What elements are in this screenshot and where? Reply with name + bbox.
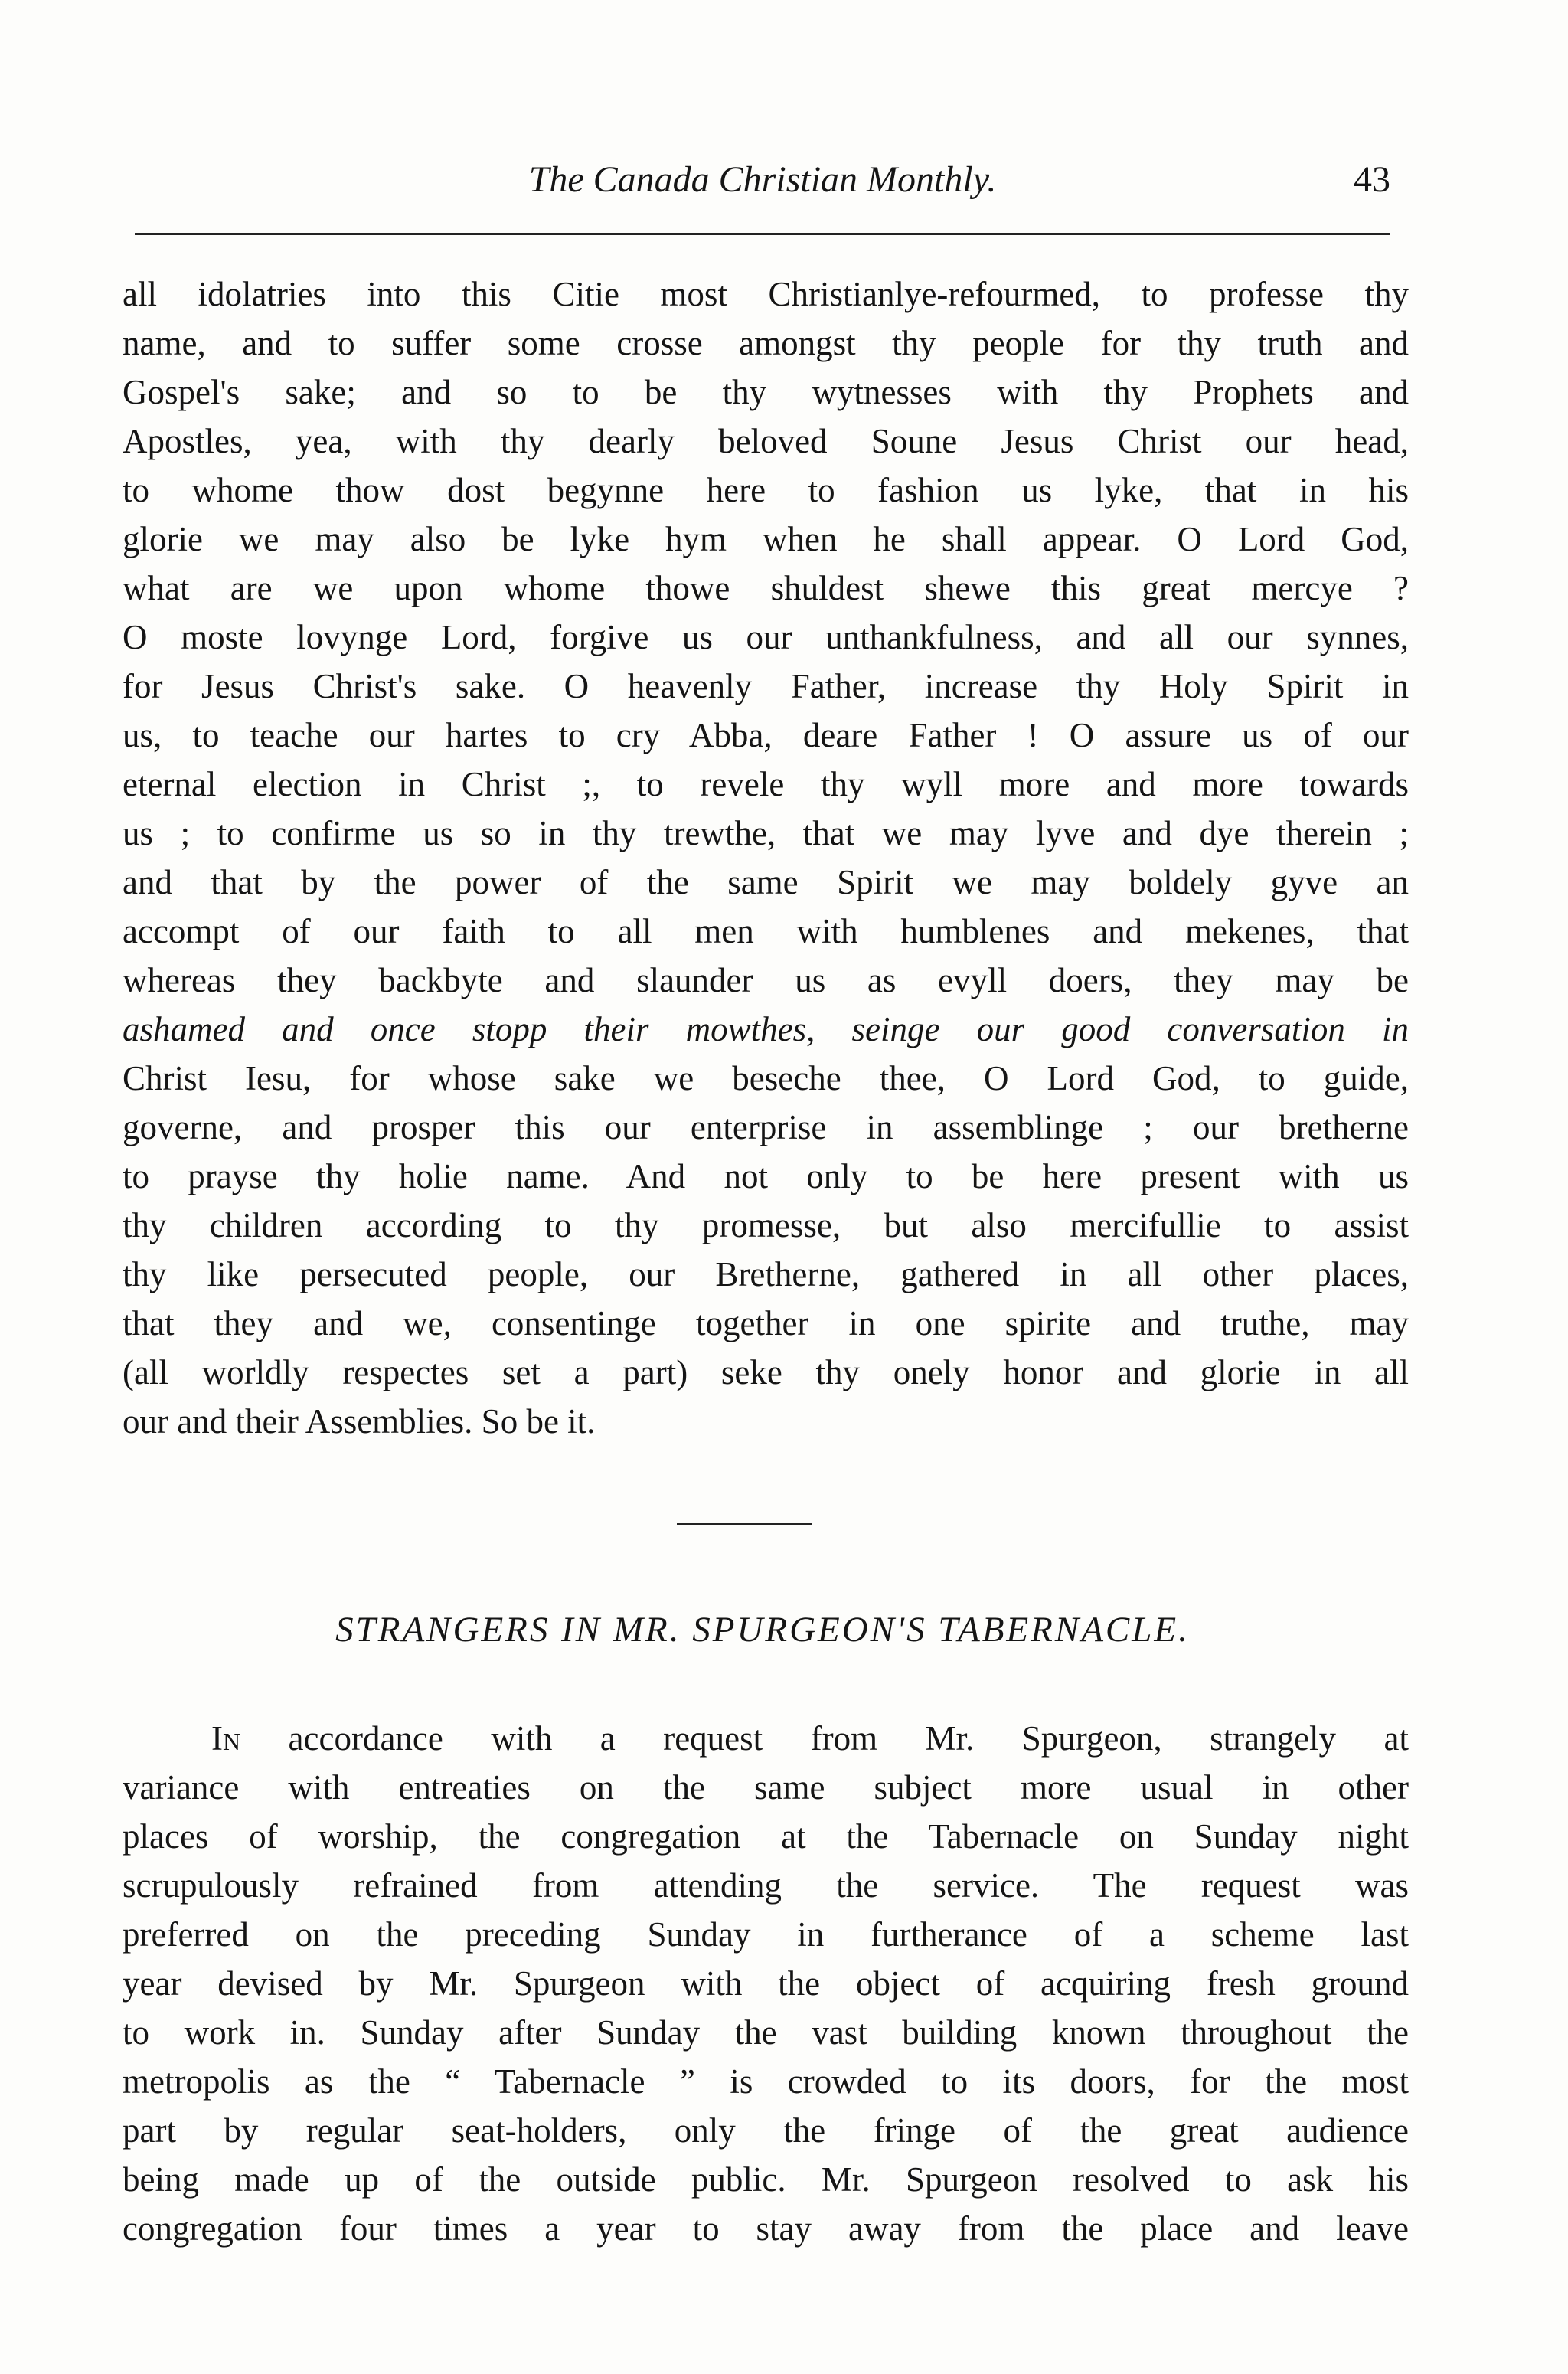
running-title: The Canada Christian Monthly. [528, 159, 997, 200]
text-line: congregation four times a year to stay away from the place and leave [122, 2209, 1409, 2248]
text-line: thy children according to thy promesse, but also mercifullie to assist [122, 1206, 1409, 1244]
first-line-text: accordance with a request from Mr. Spurgeon, strangely at [240, 1719, 1409, 1758]
text-line: to prayse thy holie name. And not only to be here present with us [122, 1157, 1409, 1195]
text-line: name, and to suffer some crosse amongst thy people for thy truth and [122, 324, 1409, 362]
text-line: accompt of our faith to all men with humblenes and mekenes, that [122, 912, 1409, 950]
text-line: places of worship, the congregation at the Tabernacle on Sunday night [122, 1817, 1409, 1856]
text-line: eternal election in Christ ;, to revele thy wyll more and more towards [122, 765, 1409, 803]
text-line: part by regular seat-holders, only the fringe of the great audience [122, 2111, 1409, 2150]
italic-text-line: ashamed and once stopp their mowthes, seinge our good conversation in [122, 1010, 1409, 1048]
text-line: Christ Iesu, for whose sake we beseche thee, O Lord God, to guide, [122, 1059, 1409, 1097]
text-line: metropolis as the “ Tabernacle ” is crowded to its doors, for the most [122, 2062, 1409, 2101]
text-line: and that by the power of the same Spirit we may boldely gyve an [122, 863, 1409, 901]
text-line: governe, and prosper this our enterprise in assemblinge ; our bretherne [122, 1108, 1409, 1146]
text-line: scrupulously refrained from attending the service. The request was [122, 1866, 1409, 1905]
text-line: what are we upon whome thowe shuldest shewe this great mercye ? [122, 569, 1409, 607]
text-line [122, 1714, 1409, 1763]
text-line: all idolatries into this Citie most Christianlye-refourmed, to professe thy [122, 275, 1409, 313]
text-line: to work in. Sunday after Sunday the vast building known throughout the [122, 2013, 1409, 2052]
text-line: that they and we, consentinge together in one spirite and truthe, may [122, 1304, 1409, 1342]
text-line: variance with entreaties on the same subject more usual in other [122, 1768, 1409, 1807]
text-line: year devised by Mr. Spurgeon with the object of acquiring fresh ground [122, 1964, 1409, 2003]
text-line: glorie we may also be lyke hym when he shall appear. O Lord God, [122, 520, 1409, 558]
text-line: for Jesus Christ's sake. O heavenly Father, increase thy Holy Spirit in [122, 667, 1409, 705]
page-number: 43 [1354, 159, 1390, 200]
section-divider [677, 1523, 812, 1525]
text-line: Gospel's sake; and so to be thy wytnesses with thy Prophets and [122, 373, 1409, 411]
text-line: preferred on the preceding Sunday in furtherance of a scheme last [122, 1915, 1409, 1954]
header-rule [135, 233, 1390, 235]
prayer-text [122, 270, 1409, 1446]
page-header [135, 157, 1390, 211]
drop-word: In [211, 1719, 241, 1758]
text-line: whereas they backbyte and slaunder us as evyll doers, they may be [122, 961, 1409, 999]
text-line: thy like persecuted people, our Bretherne, gathered in all other places, [122, 1255, 1409, 1293]
text-line: to whome thow dost begynne here to fashion us lyke, that in his [122, 471, 1409, 509]
text-line: us, to teache our hartes to cry Abba, deare Father ! O assure us of our [122, 716, 1409, 754]
text-line: (all worldly respectes set a part) seke thy onely honor and glorie in all [122, 1353, 1409, 1391]
text-line: us ; to confirme us so in thy trewthe, that we may lyve and dye therein ; [122, 814, 1409, 852]
text-line: our and their Assemblies. So be it. [122, 1402, 596, 1440]
text-line: Apostles, yea, with thy dearly beloved Soune Jesus Christ our head, [122, 422, 1409, 460]
text-line: being made up of the outside public. Mr. Spurgeon resolved to ask his [122, 2160, 1409, 2199]
text-line: O moste lovynge Lord, forgive us our unthankfulness, and all our synnes, [122, 618, 1409, 656]
article-heading: STRANGERS IN MR. SPURGEON'S TABERNACLE. [335, 1610, 1190, 1650]
article-text [122, 1714, 1409, 2253]
